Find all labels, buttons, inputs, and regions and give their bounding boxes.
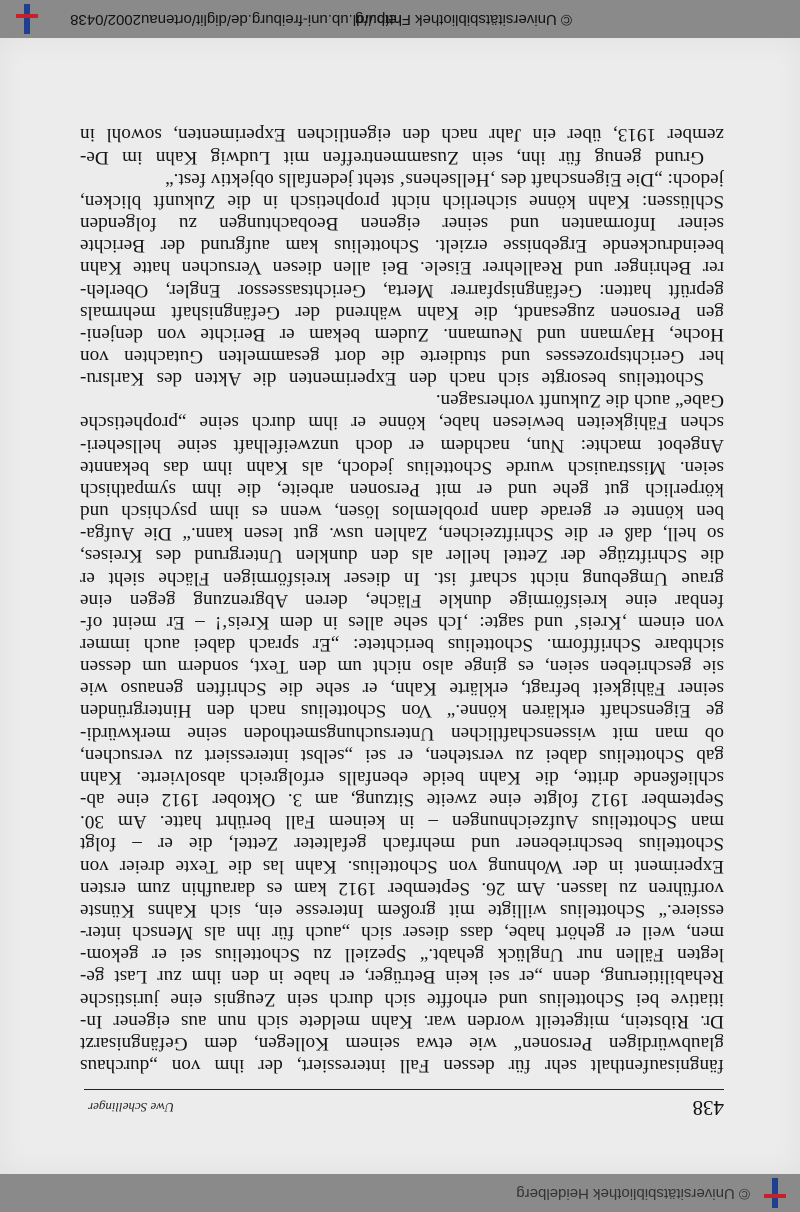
source-url-link[interactable]: http://dl.ub.uni-freiburg.de/diglit/ortenau2002/0438 xyxy=(70,11,402,28)
text-line: gen Personen zugesandt, die Kahn während der Gefängnishaft mehrmals xyxy=(80,301,724,323)
footer-copyright: © Universitätsbibliothek Freiburg xyxy=(355,11,572,28)
text-line: fenbar eine kreisförmige dunkle Fläche, deren Abgrenzung gegen eine xyxy=(80,589,724,611)
text-line: Rehabilitierung, denn „er sei kein Betrüger, er habe in den ihm zur Last ge- xyxy=(80,966,724,988)
text-line: Schottelius besorgte sich nach den Experimenten die Akten des Karlsru- xyxy=(80,368,704,390)
text-line: jedoch: „Die Eigenschaft des ‚Hellsehens‘ steht jedenfalls objektiv fest.“ xyxy=(165,168,724,190)
text-line: Hoche, Haymann und Neumann. Zudem bekam er Berichte von denjeni- xyxy=(80,323,724,345)
text-line: die Schriftzüge der Zettel heller als den dunklen Untergrund des Kreises, xyxy=(80,545,724,567)
text-line: sie geschrieben seien, es ginge also nicht um den Text, sondern um dessen xyxy=(80,656,724,678)
text-line: Schlüssen: Kahn könne sicherlich nicht prophetisch in die Zukunft blicken, xyxy=(80,190,724,212)
header-copyright: © Universitätsbibliothek Heidelberg xyxy=(516,1185,750,1202)
text-line: seien. Misstrauisch wurde Schottelius jedoch, als Kahn ihm das bekannte xyxy=(80,456,724,478)
text-line: schließende dritte, die Kahn beide ebenfalls erfolgreich absolvierte. Kahn xyxy=(80,766,724,788)
text-line: von einem ‚Kreis‘ und sagte: ‚Ich sehe alles in dem Kreis‘! – Er meint of- xyxy=(80,611,724,633)
text-line: zember 1913, über ein Jahr nach den eigentlichen Experimenten, sowohl in xyxy=(80,124,724,146)
page-number: 438 xyxy=(692,1096,724,1120)
text-line: fängnisaufenthalt sehr für dessen Fall interessiert, der ihm von „durchaus xyxy=(80,1055,724,1076)
text-line: schen Fähigkeiten bewiesen habe, könne er ihm durch seine „prophetische xyxy=(80,412,724,434)
text-line: legten Fällen nur Unglück gehabt.“ Speziell zu Schottelius sei er gekom- xyxy=(80,944,724,966)
text-line: ben könnte er gerade dann problemlos lösen, wenn es ihm psychisch und xyxy=(80,501,724,523)
text-line: geprüft hatten: Gefängnispfarrer Merta, Gerichtsassessor Engler, Oberleh- xyxy=(80,279,724,301)
document-page xyxy=(0,38,800,1174)
text-line: so hell, daß er die Schriftzeichen, Zahlen usw. gut lesen kann.“ Die Aufga- xyxy=(80,523,724,545)
footer-bar xyxy=(0,0,800,38)
text-line: men, weil er gehört habe, dass dieser sich „auch für ihn als Mensch inter- xyxy=(80,922,724,944)
text-line: Dr. Ribstein, mitgeteilt worden war. Kahn meldete sich nun aus eigener In- xyxy=(80,1010,724,1032)
text-line: körperlich gut gehe und er mit Personen arbeite, die ihm sympathisch xyxy=(80,478,724,500)
text-line: beeindruckende Ergebnisse erzielt. Schottelius kam aufgrund der Berichte xyxy=(80,235,724,257)
text-line: September 1912 folgte eine zweite Sitzung, am 3. Oktober 1912 eine ab- xyxy=(80,789,724,811)
text-line: itiative bei Schottelius und erhoffte sich durch sein Zeugnis eine juristische xyxy=(80,988,724,1010)
body-text xyxy=(80,46,724,1076)
header-bar xyxy=(0,1174,800,1212)
text-line: Grund genug für ihn, sein Zusammentreffen mit Ludwig Kahn im De- xyxy=(80,146,704,168)
text-line: rer Behringer und Reallehrer Eisele. Bei allen diesen Versuchen hatte Kahn xyxy=(80,257,724,279)
text-line: ob man mit wissenschaftlichen Untersuchungsmethoden seine merkwürdi- xyxy=(80,722,724,744)
text-line: vorführen zu lassen. Am 26. September 1912 kam es daraufhin zum ersten xyxy=(80,877,724,899)
text-line: essiere.“ Schottelius willigte mit großem Interesse ein, sich Kahns Künste xyxy=(80,899,724,921)
text-line: graue Umgebung nicht scharf ist. In dieser kreisförmigen Fläche sieht er xyxy=(80,567,724,589)
text-line: Angebot machte: Nun, nachdem er doch unzweifelhaft seine hellseheri- xyxy=(80,434,724,456)
text-line: Experiment in der Wohnung von Schottelius. Kahn las die Texte dreier von xyxy=(80,855,724,877)
header-rule xyxy=(84,1089,724,1090)
text-line: man Schottelius Aufzeichnungen – in keinem Fall berührt hatte. Am 30. xyxy=(80,811,724,833)
text-line: seiner Fähigkeit befragt, erklärte Kahn, er sehe die Schriften genauso wie xyxy=(80,678,724,700)
text-line: gab Schottelius dabei zu verstehen, er sei „selbst interessiert zu versuchen, xyxy=(80,744,724,766)
text-line: Schottelius beschriebener und mehrfach gefalteter Zettel, die er – folgt xyxy=(80,833,724,855)
text-line: her Gerichtsprozesses und studierte die dort gesammelten Gutachten von xyxy=(80,346,724,367)
running-head: Uwe Schellinger xyxy=(88,1100,175,1115)
text-line: seiner Informanten und seiner eigenen Beobachtungen zu folgenden xyxy=(80,213,724,235)
text-line: ge Eigenschaft erklären könne.“ Von Schottelius nach den Hintergründen xyxy=(80,700,724,722)
text-line: glaubwürdigen Personen“ wie etwa seinem Kollegen, dem Gefängnisarzt xyxy=(80,1032,724,1054)
university-library-logo-icon xyxy=(760,1178,790,1208)
text-line: Gabe“ auch die Zukunft vorhersagen. xyxy=(435,390,724,412)
text-line: sichtbare Schriftform. Schottelius berichtete: „Er sprach dabei auch immer xyxy=(80,634,724,656)
university-library-logo-icon xyxy=(12,4,42,34)
